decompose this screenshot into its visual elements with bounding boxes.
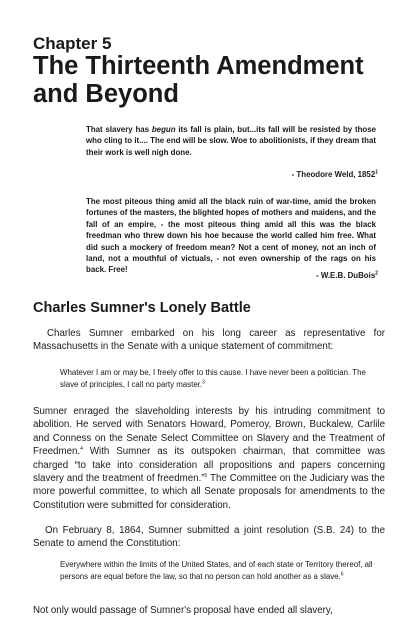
paragraph-text-part: The Committee on the Judiciary was the more powerful committee, to which all Senate proposals for amendments to the Constitution were submitted for consideration.: [33, 473, 385, 511]
quote-text: Whatever I am or may be, I freely offer to this cause. I have never been a politician. The slave of principles, I call no party master.: [60, 368, 366, 389]
paragraph-text-part: With Sumner as its outspoken chairman, that committee was charged “to take into consideration all propositions and papers concerning slavery and the treatment of freedmen.”: [33, 446, 385, 485]
epigraph-emphasis: begun: [151, 125, 176, 134]
epigraph-attribution-weld: [292, 170, 378, 179]
epigraph-text-part: its fall is plain, but...its fall will be resisted by those who cling to it.... The end will be slow. Woe to abolitionists, if they dream that their work is well nigh done.: [86, 125, 376, 157]
footnote-marker: 6: [340, 570, 344, 577]
body-paragraph: [33, 405, 385, 512]
epigraph-attribution-dubois: [316, 271, 378, 280]
footnote-marker: 5: [204, 472, 208, 479]
section-heading: Charles Sumner's Lonely Battle: [33, 300, 251, 316]
epigraph-text-part: That slavery has: [86, 125, 152, 134]
chapter-label: Chapter 5: [33, 34, 112, 53]
quote-text: Everywhere within the limits of the United States, and of each state or Territory thereof, all persons are equal before the law, so that no person can hold another as a slave.: [60, 560, 373, 581]
epigraph-dubois: The most piteous thing amid all the black ruin of war-time, amid the broken fortunes of the masters, the blighted hopes of mothers and maidens, and the fall of an empire, - the most piteous thing amid all this was the black freedman who threw down his hoe because the world called him free. What did such a mockery of freedom mean? Not a cent of money, not an inch of land, not a mouthful of victuals, - not even ownership of the rags on his back. Free!: [86, 197, 376, 275]
chapter-title: The Thirteenth Amendment and Beyond: [33, 52, 364, 108]
attribution-text: - W.E.B. DuBois: [316, 271, 376, 280]
body-paragraph: On February 8, 1864, Sumner submitted a joint resolution (S.B. 24) to the Senate to amend the Constitution:: [33, 525, 385, 550]
body-paragraph: Charles Sumner embarked on his long career as representative for Massachusetts in the Senate with a unique statement of commitment:: [33, 328, 385, 353]
body-paragraph: Not only would passage of Sumner's proposal have ended all slavery,: [33, 605, 333, 616]
footnote-marker: 4: [80, 445, 83, 452]
attribution-text: - Theodore Weld, 1852: [291, 170, 376, 179]
footnote-marker: 1: [375, 169, 378, 176]
footnote-marker: 2: [375, 270, 378, 277]
block-quote: [60, 559, 378, 582]
paragraph-text-part: Sumner enraged the slaveholding interests by his intruding commitment to abolition. He served with Senators Howard, Pomeroy, Brown, Buckalew, Carlile and Conness on the Senate Select Committee on Slavery and the Treatment of Freedmen.: [33, 406, 385, 458]
block-quote: [60, 367, 378, 390]
footnote-marker: 3: [202, 378, 205, 385]
epigraph-weld: [86, 124, 376, 158]
